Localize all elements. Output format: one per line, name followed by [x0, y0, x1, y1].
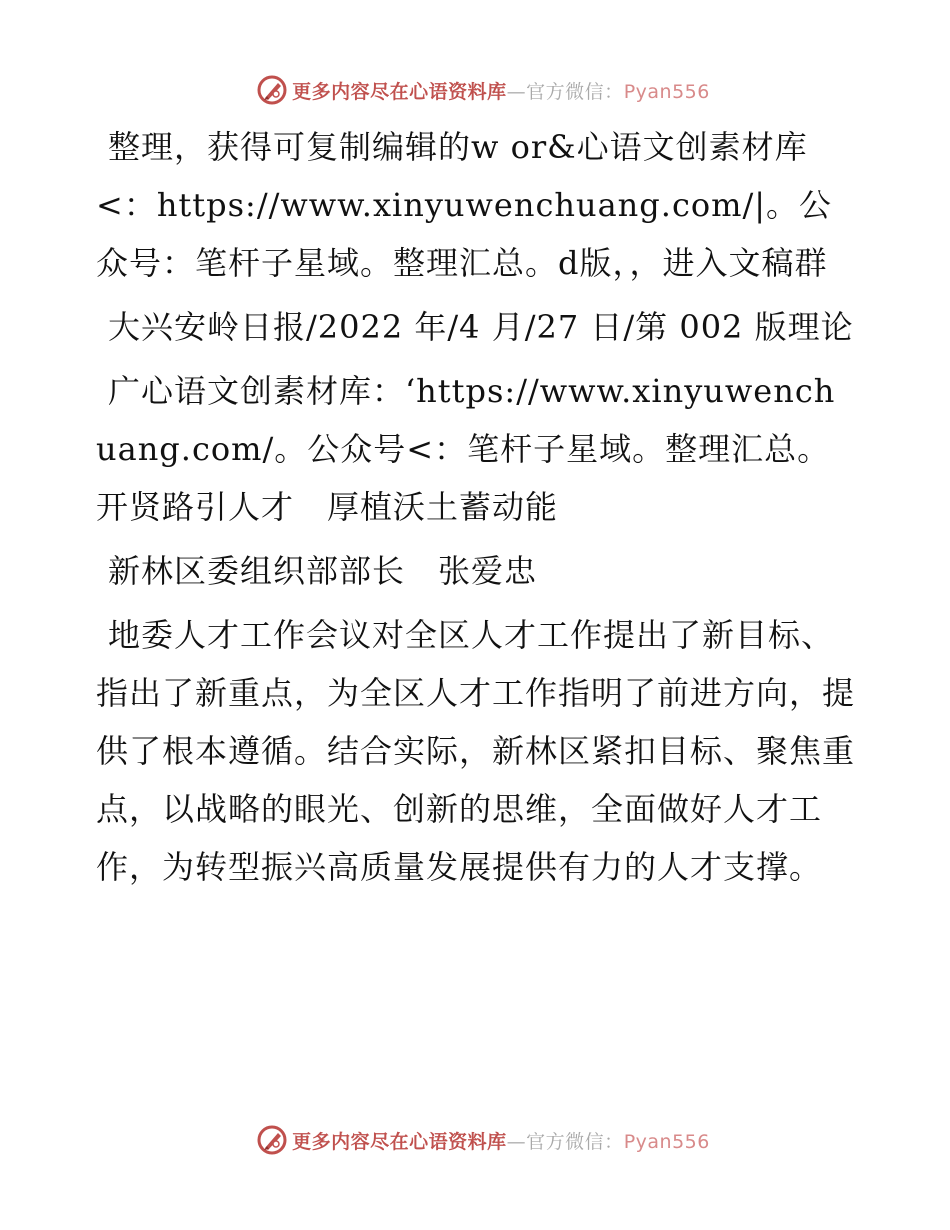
title-paragraph: 广心语文创素材库：‘https://www.xinyuwenchuang.com/。公众号<：笔杆子星域。整理汇总。开贤路引人才 厚植沃土蓄动能	[96, 372, 836, 526]
source-line: 大兴安岭日报/2022 年/4 月/27 日/第 002 版理论	[108, 308, 854, 346]
document-body	[96, 118, 856, 902]
pen-logo-icon	[256, 74, 288, 106]
header-wechat-label: 官方微信：	[526, 80, 624, 103]
footer-wechat-label: 官方微信：	[526, 1130, 624, 1153]
header-banner-text	[292, 77, 710, 104]
footer-brand: 更多内容尽在心语资料库	[292, 1130, 507, 1153]
header-banner	[0, 70, 950, 110]
header-separator: —	[506, 80, 527, 103]
footer-wechat-id: Pyan556	[623, 1130, 710, 1153]
footer-separator: —	[506, 1130, 527, 1153]
pen-logo-icon	[256, 1124, 288, 1156]
author-line: 新林区委组织部部长 张爱忠	[108, 552, 538, 590]
footer-banner-text	[292, 1127, 710, 1154]
body-paragraph: 地委人才工作会议对全区人才工作提出了新目标、指出了新重点，为全区人才工作指明了前进方向，提供了根本遵循。结合实际，新林区紧扣目标、聚焦重点，以战略的眼光、创新的思维，全面做好人才工作，为转型振兴高质量发展提供有力的人才支撑。	[96, 616, 856, 886]
header-wechat-id: Pyan556	[623, 80, 710, 103]
intro-paragraph: 整理，获得可复制编辑的w or&心语文创素材库<：https://www.xinyuwenchuang.com/|。公众号：笔杆子星域。整理汇总。d版，，进入文稿群	[96, 128, 833, 282]
footer-banner	[0, 1120, 950, 1160]
header-brand: 更多内容尽在心语资料库	[292, 80, 507, 103]
